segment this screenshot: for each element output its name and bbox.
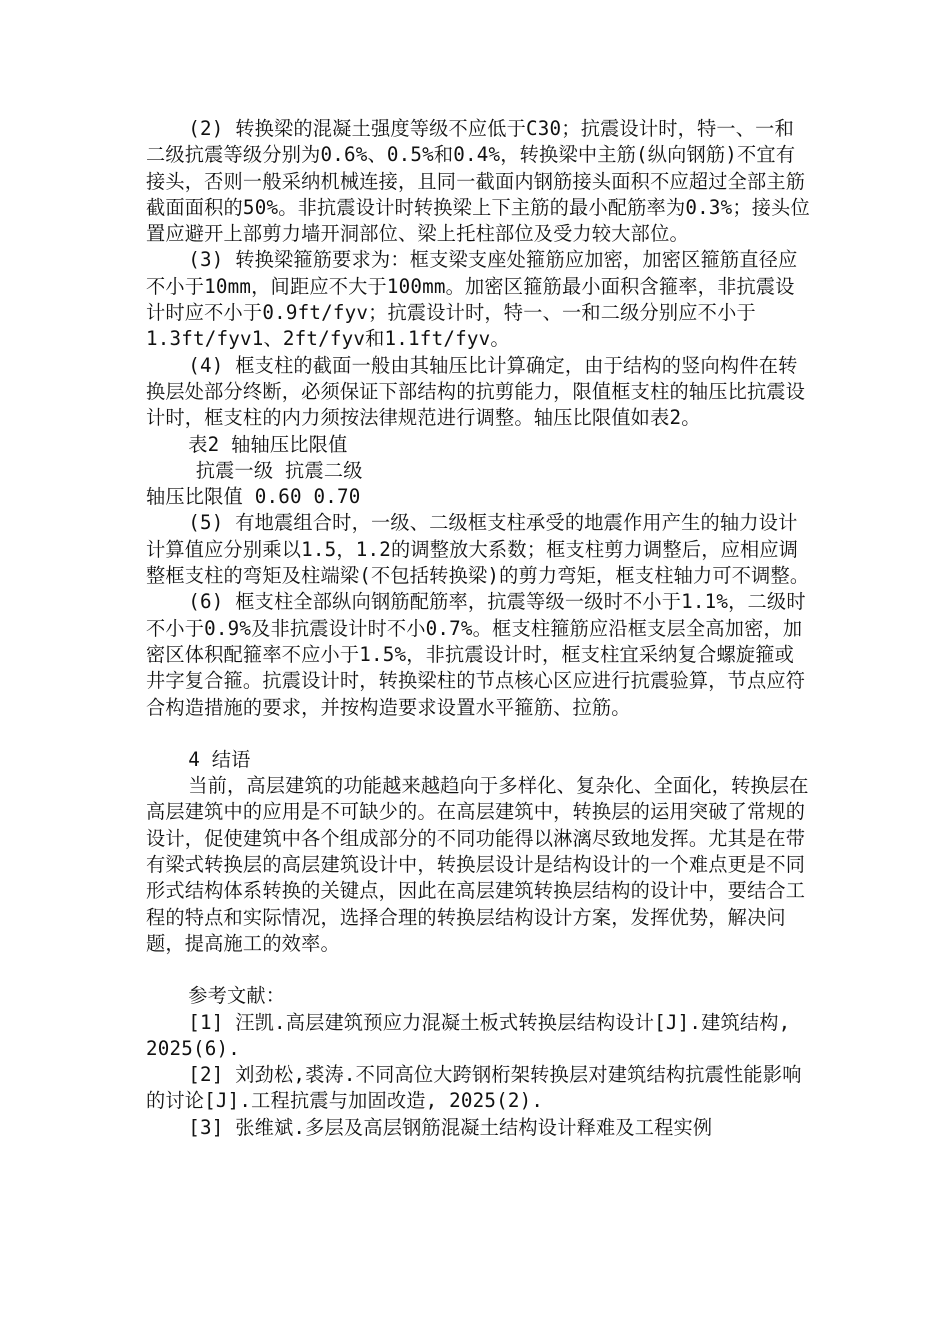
table-caption: 表2 轴轴压比限值 [188, 432, 348, 456]
table-axial-ratio [146, 432, 810, 511]
document-body [146, 116, 810, 1141]
section-heading-conclusion: 4 结语 [188, 747, 251, 771]
paragraph-reinforcement-ratio: (6) 框支柱全部纵向钢筋配筋率，抗震等级一级时不小于1.1%，二级时不小于0.9%及非抗震设计时不小0.7%。框支柱箍筋应沿框支层全高加密，加密区体积配箍率不应小于1.5%，非抗震设计时，框支柱宜采纳复合螺旋箍或井字复合箍。抗震设计时，转换梁柱的节点核心区应进行抗震验算，节点应符合构造措施的要求，并按构造要求设置水平箍筋、拉筋。 [146, 590, 806, 719]
paragraph-beam-concrete: (2) 转换梁的混凝土强度等级不应低于C30；抗震设计时，特一、一和二级抗震等级分别为0.6%、0.5%和0.4%，转换梁中主筋(纵向钢筋)不宜有接头，否则一般采纳机械连接，且同一截面内钢筋接头面积不应超过全部主筋截面面积的50%。非抗震设计时转换梁上下主筋的最小配筋率为0.3%；接头位置应避开上部剪力墙开洞部位、梁上托柱部位及受力较大部位。 [146, 117, 810, 246]
references-heading: 参考文献： [188, 984, 286, 1008]
paragraph-seismic-combination: (5) 有地震组合时，一级、二级框支柱承受的地震作用产生的轴力设计计算值应分别乘以1.5，1.2的调整放大系数；框支柱剪力调整后，应相应调整框支柱的弯矩及柱端梁(不包括转换梁)的剪力弯矩，框支柱轴力可不调整。 [146, 511, 810, 588]
section-gap [146, 721, 810, 747]
table-header-row: 抗震一级 抗震二级 [184, 458, 363, 482]
reference-item: [3] 张维斌.多层及高层钢筋混凝土结构设计释难及工程实例 [188, 1115, 713, 1139]
paragraph-conclusion: 当前，高层建筑的功能越来越趋向于多样化、复杂化、全面化，转换层在高层建筑中的应用是不可缺少的。在高层建筑中，转换层的运用突破了常规的设计，促使建筑中各个组成部分的不同功能得以淋漓尽致地发挥。尤其是在带有梁式转换层的高层建筑设计中，转换层设计是结构设计的一个难点更是不同形式结构体系转换的关键点，因此在高层建筑转换层结构的设计中，要结合工程的特点和实际情况，选择合理的转换层结构设计方案，发挥优势，解决问题，提高施工的效率。 [146, 774, 809, 955]
paragraph-column-section: (4) 框支柱的截面一般由其轴压比计算确定，由于结构的竖向构件在转换层处部分终断，必须保证下部结构的抗剪能力，限值框支柱的轴压比抗震设计时，框支柱的内力须按法律规范进行调整。轴压比限值如表2。 [146, 353, 806, 430]
reference-item: [2] 刘劲松,裘涛.不同高位大跨钢桁架转换层对建筑结构抗震性能影响的讨论[J].工程抗震与加固改造, 2025(2). [146, 1063, 802, 1113]
table-data-row: 轴压比限值 0.60 0.70 [146, 485, 361, 509]
section-gap [146, 957, 810, 983]
reference-item: [1] 汪凯.高层建筑预应力混凝土板式转换层结构设计[J].建筑结构, 2025(6). [146, 1010, 791, 1060]
paragraph-beam-stirrups: (3) 转换梁箍筋要求为：框支梁支座处箍筋应加密，加密区箍筋直径应不小于10mm，间距应不大于100mm。加密区箍筋最小面积含箍率，非抗震设计时应不小于0.9ft/fyv；抗震设计时，特一、一和二级分别应不小于1.3ft/fyv1、2ft/fyv和1.1ft/fyv。 [146, 248, 798, 351]
